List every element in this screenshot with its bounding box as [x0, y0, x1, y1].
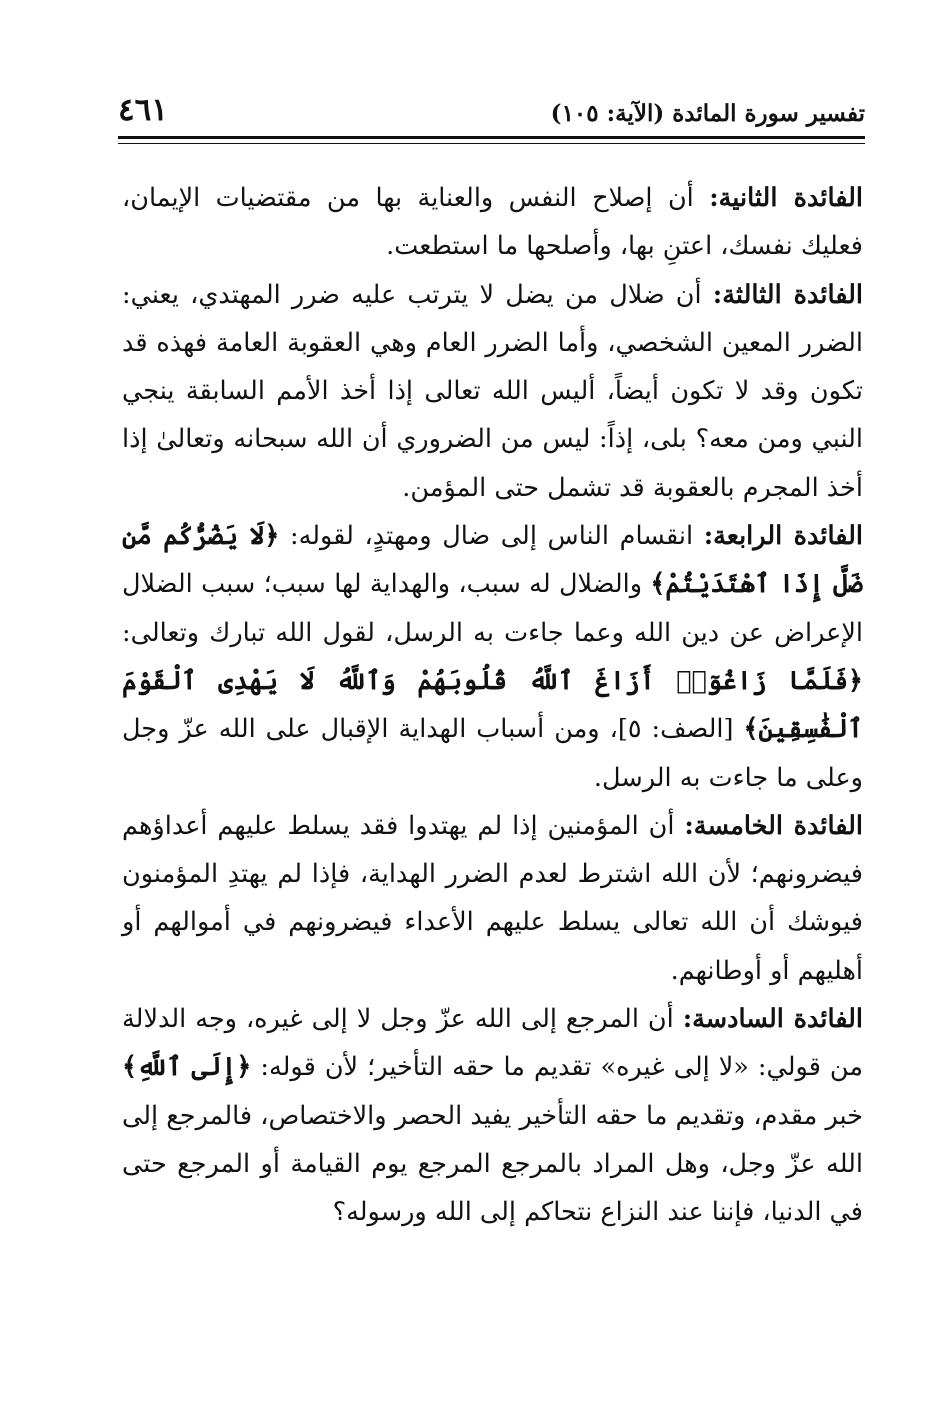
benefit-label: الفائدة الثانية:: [709, 183, 863, 213]
paragraph-text: أن المرجع إلى الله عزّ وجل لا إلى غيره، وجه الدلالة من قولي: «لا إلى غيره» تقديم ما حقه التأخير؛ لأن قوله:: [122, 1004, 863, 1083]
benefit-label: الفائدة الخامسة:: [684, 810, 863, 841]
paragraph-benefit-4: [122, 512, 863, 802]
paragraph-text: أن المؤمنين إذا لم يهتدوا فقد يسلط عليهم أعداؤهم فيضرونهم؛ لأن الله اشترط لعدم الضرر الهداية، فإذا لم يهتدِ المؤمنون فيوشك أن الله تعالى يسلط عليهم الأعداء فيضرونهم في أموالهم أو أهليهم أو أوطانهم.: [122, 810, 863, 986]
paragraph-benefit-5: [122, 802, 863, 995]
paragraph-text: أن إصلاح النفس والعناية بها من مقتضيات الإيمان، فعليك نفسك، اعتنِ بها، وأصلحها ما استطعت.: [122, 183, 863, 262]
running-header: [118, 92, 865, 136]
quran-verse: ﴿لَا يَضُرُّكُم مَّن ضَلَّ إِذَا ٱهْتَدَيْتُمْ﴾: [122, 521, 863, 600]
paragraph-benefit-3: [122, 271, 863, 512]
benefit-label: الفائدة السادسة:: [682, 1004, 864, 1035]
paragraph-text: خبر مقدم، وتقديم ما حقه التأخير يفيد الحصر والاختصاص، فالمرجع إلى الله عزّ وجل، وهل المراد بالمرجع المرجع يوم القيامة أو المرجع حتى في الدنيا، فإننا عند النزاع نتحاكم إلى الله ورسوله؟: [122, 1100, 863, 1228]
paragraph-text: والضلال له سبب، والهداية لها سبب؛ سبب الضلال الإعراض عن دين الله وعما جاءت به الرسل، لقول الله تبارك وتعالى:: [122, 569, 863, 648]
header-rule-thick: [118, 136, 865, 139]
page-number: ٤٦١: [118, 92, 168, 128]
paragraph-benefit-2: [122, 174, 863, 271]
paragraph-text: انقسام الناس إلى ضال ومهتدٍ، لقوله:: [279, 521, 704, 552]
benefit-label: الفائدة الرابعة:: [703, 521, 863, 552]
quran-verse: ﴿فَلَمَّا زَاغُوٓا۟ أَزَاغَ ٱللَّهُ قُلُوبَهُمْ وَٱللَّهُ لَا يَهْدِى ٱلْقَوْمَ ٱلْفَٰسِقِينَ﴾: [122, 665, 863, 745]
running-title: تفسير سورة المائدة (الآية: ١٠٥): [550, 100, 865, 127]
benefit-label: الفائدة الثالثة:: [712, 279, 863, 310]
paragraph-text: أن ضلال من يضل لا يترتب عليه ضرر المهتدي، يعني: الضرر المعين الشخصي، وأما الضرر العام وهي العقوبة العامة فهذه قد تكون وقد لا تكون أيضاً، أليس الله تعالى إذا أخذ الأمم السابقة ينجي النبي ومن معه؟ بلى، إذاً: ليس من الضروري أن الله سبحانه وتعالىٰ إذا أخذ المجرم بالعقوبة قد تشمل حتى المؤمن.: [122, 279, 863, 503]
quran-verse: ﴿إِلَى ٱللَّهِ﴾: [122, 1052, 252, 1083]
paragraph-text: ، ومن أسباب الهداية الإقبال على الله عزّ وجل وعلى ما جاءت به الرسل.: [122, 714, 863, 793]
paragraph-benefit-6: [122, 995, 863, 1236]
verse-reference: [الصف: ٥]: [617, 714, 744, 745]
header-rule-thin: [118, 143, 865, 144]
body-text: [122, 174, 863, 1237]
